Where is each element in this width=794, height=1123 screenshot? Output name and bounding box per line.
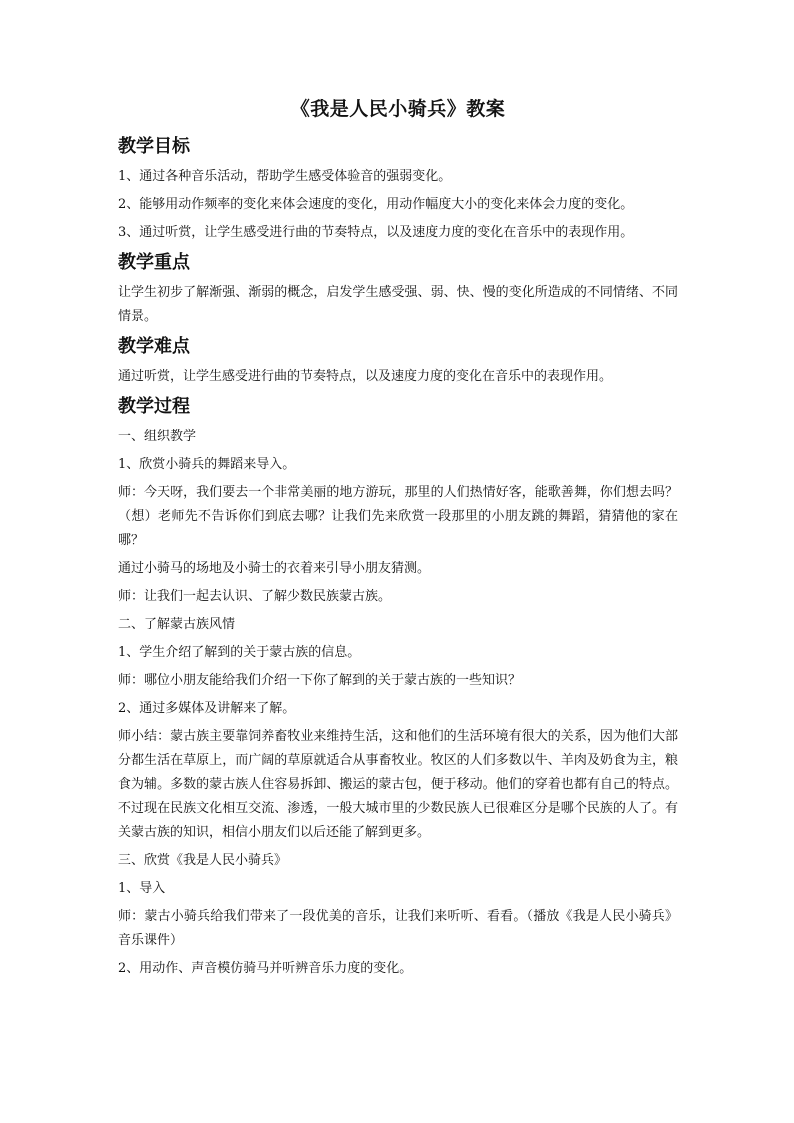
paragraph: 一、组织教学 [118,429,197,444]
paragraph: 师小结：蒙古族主要靠饲养畜牧业来维持生活，这和他们的生活环境有很大的关系，因为他们大部分都生活在草原上，而广阔的草原就适合从事畜牧业。牧区的人们多数以牛、羊肉及奶食为主，粮食为辅。多数的蒙古族人住容易拆卸、搬运的蒙古包，便于移动。他们的穿着也都有自己的特点。不过现在民族文化相互交流、渗透，一般大城市里的少数民族人已很难区分是哪个民族的人了。有关蒙古族的知识，相信小朋友们以后还能了解到更多。 [118,729,678,840]
section-heading-difficulties: 教学难点 [118,336,190,357]
paragraph: 让学生初步了解渐强、渐弱的概念，启发学生感受强、弱、快、慢的变化所造成的不同情绪、不同情景。 [118,285,678,324]
paragraph: 1、学生介绍了解到的关于蒙古族的信息。 [118,645,361,660]
paragraph: 师：让我们一起去认识、了解少数民族蒙古族。 [118,589,392,604]
paragraph: 师：蒙古小骑兵给我们带来了一段优美的音乐，让我们来听听、看看。（播放《我是人民小骑兵》音乐课件） [118,909,678,948]
paragraph: 通过听赏，让学生感受进行曲的节奏特点，以及速度力度的变化在音乐中的表现作用。 [118,369,613,384]
paragraph: 1、通过各种音乐活动，帮助学生感受体验音的强弱变化。 [118,169,452,184]
paragraph: 师：哪位小朋友能给我们介绍一下你了解到的关于蒙古族的一些知识？ [118,673,522,688]
section-heading-key-points: 教学重点 [118,252,190,273]
section-heading-process: 教学过程 [118,396,190,417]
section-key-points [118,249,678,329]
section-process [118,393,678,981]
paragraph: 3、通过听赏，让学生感受进行曲的节奏特点，以及速度力度的变化在音乐中的表现作用。 [118,225,634,240]
document-body [118,95,678,985]
paragraph: 二、了解蒙古族风情 [118,617,236,632]
paragraph: 2、用动作、声音模仿骑马并听辨音乐力度的变化。 [118,961,413,976]
paragraph: 2、通过多媒体及讲解来了解。 [118,701,296,716]
paragraph: 2、能够用动作频率的变化来体会速度的变化，用动作幅度大小的变化来体会力度的变化。 [118,197,634,212]
section-difficulties [118,333,678,389]
paragraph: 师：今天呀，我们要去一个非常美丽的地方游玩，那里的人们热情好客，能歌善舞，你们想去吗？（想）老师先不告诉你们到底去哪？让我们先来欣赏一段那里的小朋友跳的舞蹈，猜猜他的家在哪？ [118,485,678,548]
section-heading-objectives: 教学目标 [118,136,190,157]
paragraph: 1、欣赏小骑兵的舞蹈来导入。 [118,457,296,472]
document-title: 《我是人民小骑兵》教案 [290,98,506,120]
paragraph: 三、欣赏《我是人民小骑兵》 [118,853,288,868]
section-objectives [118,133,678,245]
paragraph: 通过小骑马的场地及小骑士的衣着来引导小朋友猜测。 [118,561,431,576]
paragraph: 1、导入 [118,881,166,896]
